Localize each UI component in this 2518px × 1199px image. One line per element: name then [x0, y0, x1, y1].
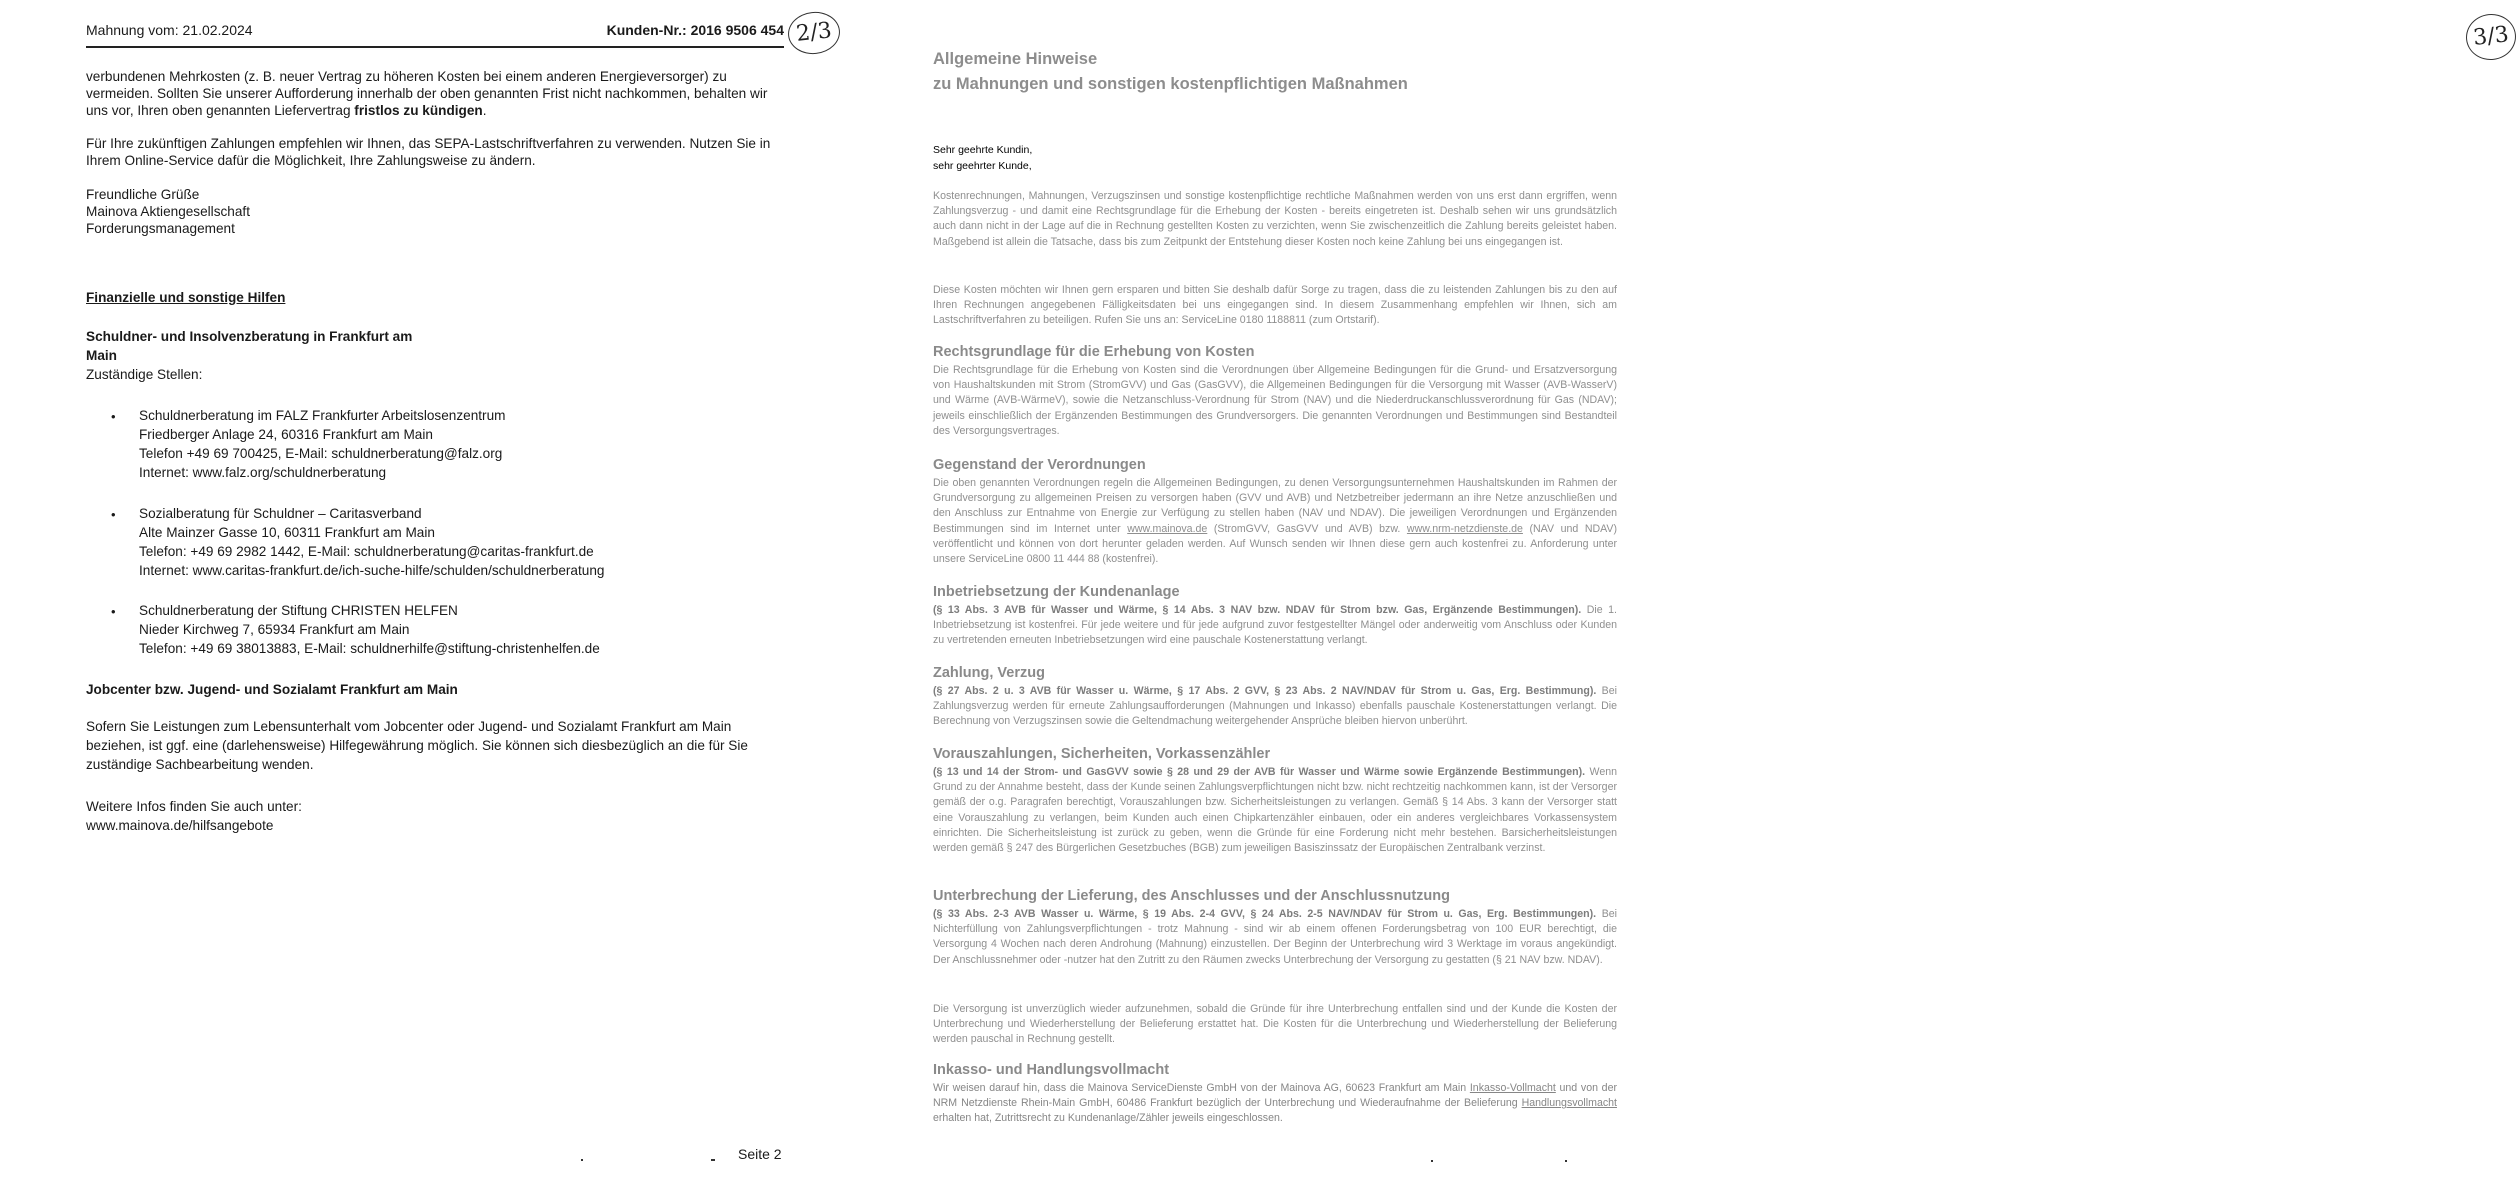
closing-company: Mainova Aktiengesellschaft	[86, 204, 250, 219]
contact-phone-email[interactable]: Telefon: +49 69 2982 1442, E-Mail: schuldnerberatung@caritas-frankfurt.de	[139, 544, 594, 559]
section-text-subject	[933, 476, 1617, 567]
section-heading-prepayments: Vorauszahlungen, Sicherheiten, Vorkassenzähler	[933, 746, 1271, 762]
help-heading: Finanzielle und sonstige Hilfen	[86, 290, 286, 305]
reminder-date: Mahnung vom: 21.02.2024	[86, 22, 253, 38]
debt-counsel-block	[86, 327, 412, 384]
text: erhalten hat, Zutrittsrecht zu Kundenanlage/Zähler jeweils eingeschlossen.	[933, 1112, 1283, 1125]
scan-speck	[711, 1159, 715, 1161]
nrm-link[interactable]: www.nrm-netzdienste.de	[1406, 522, 1523, 535]
page-number: Seite 2	[738, 1146, 782, 1162]
termination-emphasis: fristlos zu kündigen	[354, 103, 483, 118]
contact-name: Schuldnerberatung im FALZ Frankfurter Arbeitslosenzentrum	[139, 408, 506, 423]
legal-reference: (§ 13 und 14 der Strom- und GasGVV sowie § 28 und 29 der AVB für Wasser und Wärme sowie Ergänzende Bestimmungen).	[933, 766, 1586, 778]
inkasso-vollmacht-link: Inkasso-Vollmacht	[1469, 1082, 1556, 1094]
text: Bei Zahlungsverzug werden für erneute Zahlungsaufforderungen (Mahnungen und Inkasso) ebenfalls pauschale Kostenerstattungen verlangt. Die Berechnung von Verzugszinsen sowie die Geltendmachung weitergehender Ansprüche bleiben hiervon unberührt.	[933, 685, 1617, 728]
section-heading-collection-authority: Inkasso- und Handlungsvollmacht	[933, 1062, 1170, 1078]
debt-counsel-heading-line2: Main	[86, 348, 117, 363]
contact-website[interactable]: Internet: www.falz.org/schuldnerberatung	[139, 465, 387, 480]
scan-speck	[581, 1159, 583, 1161]
sepa-paragraph: Für Ihre zukünftigen Zahlungen empfehlen wir Ihnen, das SEPA-Lastschriftverfahren zu verwenden. Nutzen Sie in Ihrem Online-Service dafür die Möglichkeit, Ihre Zahlungsweise zu ändern.	[86, 136, 771, 168]
section-text-prepayments	[933, 765, 1617, 856]
contact-address: Alte Mainzer Gasse 10, 60311 Frankfurt am Main	[139, 525, 435, 540]
title-line-2: zu Mahnungen und sonstigen kostenpflichtigen Maßnahmen	[933, 75, 1408, 93]
handlungsvollmacht-link: Handlungsvollmacht	[1521, 1097, 1617, 1110]
text: und von der NRM Netzdienste Rhein-Main GmbH, 60486 Frankfurt bezüglich der Unterbrechung und Wiederaufnahme der Belieferung	[933, 1082, 1617, 1110]
section-text-collection-authority	[933, 1081, 1617, 1127]
notes-paragraph-1: Kostenrechnungen, Mahnungen, Verzugszinsen und sonstige kostenpflichtige rechtliche Maßnahmen werden von uns erst dann ergriffen, wenn Zahlungsverzug - und damit eine Rechtsgrundlage für die Erhebung der Kosten - bereits eingetreten ist. Deshalb sehen wir uns grundsätzlich auch dann nicht in der Lage auf die in Rechnung gestellten Kosten zu verzichten, wenn Sie zwischenzeitlich die Zahlung bereits geleistet haben. Maßgebend ist allein die Tatsache, dass bis zum Zeitpunkt der Entstehung dieser Kosten noch keine Zahlung bei uns eingegangen ist.	[933, 190, 1617, 248]
jobcenter-paragraph: Sofern Sie Leistungen zum Lebensunterhalt vom Jobcenter oder Jugend- und Sozialamt Frankfurt am Main beziehen, ist ggf. eine (darlehensweise) Hilfegewährung möglich. Sie können sich diesbezüglich an die für Sie zuständige Sachbearbeitung wenden.	[86, 719, 748, 772]
text: Wenn Grund zu der Annahme besteht, dass der Kunde seinen Zahlungsverpflichtungen nicht bzw. nicht rechtzeitig nachkommen kann, ist der Versorger gemäß der o.g. Paragrafen berechtigt, Vorauszahlungen bzw. Sicherheitsleistungen zu verlangen. Gemäß § 14 Abs. 3 kann der Versorger statt eine Vorauszahlung zu verlangen, beim Kunden auch einen Chipkartenzähler einbauen, oder ein anderes vergleichbares Vorkassensystem einrichten. Die Sicherheitsleistung ist zurück zu geben, wenn die Gründe für eine Forderung nicht mehr bestehen. Barsicherheitsleistungen werden gemäß § 247 des Bürgerlichen Gesetzbuches (BGB) zum jeweiligen Basiszinssatz der Europäischen Zentralbank verzinst.	[933, 766, 1617, 855]
general-notes-title	[933, 47, 1408, 97]
contact-phone-email[interactable]: Telefon +49 69 700425, E-Mail: schuldnerberatung@falz.org	[139, 446, 503, 461]
bullet-icon: •	[111, 409, 116, 424]
responsible-label: Zuständige Stellen:	[86, 367, 203, 382]
debt-counsel-heading-line1: Schuldner- und Insolvenzberatung in Frankfurt am	[86, 329, 413, 344]
salutation-line-1: Sehr geehrte Kundin,	[933, 144, 1033, 156]
section-heading-legal-basis: Rechtsgrundlage für die Erhebung von Kosten	[933, 344, 1255, 360]
header-rule	[86, 46, 784, 48]
text: Wir weisen darauf hin, dass die Mainova ServiceDienste GmbH von der Mainova AG, 60623 Frankfurt am Main	[933, 1082, 1470, 1094]
section-heading-interruption: Unterbrechung der Lieferung, des Anschlusses und der Anschlussnutzung	[933, 888, 1450, 904]
salutation-line-2: sehr geehrter Kunde,	[933, 160, 1032, 172]
closing-block	[86, 186, 250, 237]
legal-reference: (§ 13 Abs. 3 AVB für Wasser und Wärme, § 14 Abs. 3 NAV bzw. NDAV für Strom bzw. Gas, Ergänzende Bestimmungen).	[933, 604, 1582, 616]
section-text-interruption	[933, 907, 1617, 968]
section-text-legal-basis: Die Rechtsgrundlage für die Erhebung von Kosten sind die Verordnungen über Allgemeine Bedingungen für die Grund- und Ersatzversorgung von Haushaltskunden mit Strom (StromGVV) und Gas (GasGVV), die Allgemeinen Bedingungen für die Versorgung mit Wasser (AVB-WasserV) und Wärme (AVB-WärmeV), sowie die Netzanschluss-Verordnung für Strom (NAV) und die Niederdruckanschlussverordnung für Gas (NDAV); jeweils einschließlich der Ergänzenden Bestimmungen des Grundversorgers. Die genannten Verordnungen und Bestimmungen sind Bestandteil des Versorgungsvertrages.	[933, 364, 1617, 437]
section-text-commissioning	[933, 603, 1617, 649]
section-text-payment-default	[933, 684, 1617, 730]
handwritten-page-mark: 2/3	[786, 9, 842, 56]
section-text-interruption-resumption: Die Versorgung ist unverzüglich wieder aufzunehmen, sobald die Gründe für ihre Unterbrechung entfallen sind und der Kunde die Kosten der Unterbrechung und Wiederherstellung der Belieferung erstattet hat. Die Kosten für die Unterbrechung und Wiederherstellung der Belieferung werden pauschal in Rechnung gestellt.	[933, 1003, 1617, 1046]
section-heading-payment-default: Zahlung, Verzug	[933, 665, 1045, 681]
bullet-icon: •	[111, 507, 116, 522]
contact-name: Sozialberatung für Schuldner – Caritasverband	[139, 506, 422, 521]
contact-address: Nieder Kirchweg 7, 65934 Frankfurt am Main	[139, 622, 410, 637]
more-info-url[interactable]: www.mainova.de/hilfsangebote	[86, 818, 274, 833]
title-line-1: Allgemeine Hinweise	[933, 50, 1098, 68]
section-heading-subject: Gegenstand der Verordnungen	[933, 457, 1146, 473]
contact-address: Friedberger Anlage 24, 60316 Frankfurt am Main	[139, 427, 433, 442]
notes-paragraph-2: Diese Kosten möchten wir Ihnen gern ersparen und bitten Sie deshalb dafür Sorge zu tragen, dass die zu leistenden Zahlungen bis zu den auf Ihren Rechnungen angegebenen Fälligkeitsdaten bei uns eingegangen sind. In diesem Zusammenhang empfehlen wir Ihnen, sich am Lastschriftverfahren zu beteiligen. Rufen Sie uns an: ServiceLine 0180 1188811 (zum Ortstarif).	[933, 284, 1617, 327]
text: Die 1. Inbetriebsetzung ist kostenfrei. Für jede weitere und für jede aufgrund zuvor festgestellter Mängel oder anderweitig vom Anschluss oder Kunden zu vertretenden erneuten Inbetriebsetzungen wird eine pauschale Kostenerstattung verlangt.	[933, 604, 1617, 647]
legal-reference: (§ 33 Abs. 2-3 AVB Wasser u. Wärme, § 19 Abs. 2-4 GVV, § 24 Abs. 2-5 NAV/NDAV für Strom u. Gas, Erg. Bestimmungen).	[933, 908, 1597, 920]
scan-speck	[1431, 1160, 1433, 1162]
salutation	[933, 142, 1032, 174]
contact-phone-email[interactable]: Telefon: +49 69 38013883, E-Mail: schuldnerhilfe@stiftung-christenhelfen.de	[139, 641, 600, 656]
legal-reference: (§ 27 Abs. 2 u. 3 AVB für Wasser u. Wärme, § 17 Abs. 2 GVV, § 23 Abs. 2 NAV/NDAV für Strom u. Gas, Erg. Bestimmung).	[933, 685, 1597, 697]
mainova-link[interactable]: www.mainova.de	[1127, 522, 1208, 535]
more-info-block	[86, 797, 302, 835]
text: (StromGVV, GasGVV und AVB) bzw.	[1207, 522, 1407, 535]
closing-greeting: Freundliche Grüße	[86, 187, 200, 202]
intro-paragraph	[86, 68, 786, 119]
intro-text-end: .	[482, 103, 487, 118]
more-info-label: Weitere Infos finden Sie auch unter:	[86, 799, 302, 814]
page-2	[0, 0, 848, 1199]
contact-entry-christen-helfen	[139, 601, 600, 658]
closing-department: Forderungsmanagement	[86, 221, 235, 236]
text: (NAV und NDAV) veröffentlicht und können von dort herunter geladen werden. Auf Wunsch senden wir Ihnen diese gern auch kostenfrei zu. Anforderung unter unsere ServiceLine 0800 11 444 88 (kostenfrei).	[933, 522, 1618, 566]
contact-name: Schuldnerberatung der Stiftung CHRISTEN HELFEN	[139, 603, 458, 618]
handwritten-page-mark: 3/3	[2464, 12, 2518, 63]
intro-text: verbundenen Mehrkosten (z. B. neuer Vertrag zu höheren Kosten bei einem anderen Energieversorger) zu vermeiden. Sollten Sie unserer Aufforderung innerhalb der oben genannten Frist nicht nachkommen, behalten wir uns vor, Ihren oben genannten Liefervertrag	[86, 69, 768, 118]
contact-entry-caritas	[139, 504, 604, 580]
text: Bei Nichterfüllung von Zahlungsverpflichtungen - trotz Mahnung - sind wir ab einem offenen Forderungsbetrag von 100 EUR berechtigt, die Versorgung 4 Wochen nach deren Androhung (Mahnung) einzustellen. Der Beginn der Unterbrechung wird 3 Werktage im voraus angekündigt. Der Anschlussnehmer oder -nutzer hat den Zutritt zu den Räumen zwecks Unterbrechung der Versorgung zu gestatten (§ 21 NAV bzw. NDAV).	[933, 908, 1617, 966]
scan-speck	[1565, 1160, 1567, 1162]
bullet-icon: •	[111, 604, 116, 619]
section-heading-commissioning: Inbetriebsetzung der Kundenanlage	[933, 584, 1180, 600]
contact-entry-falz	[139, 406, 505, 482]
jobcenter-heading: Jobcenter bzw. Jugend- und Sozialamt Frankfurt am Main	[86, 682, 458, 697]
customer-number: Kunden-Nr.: 2016 9506 454	[606, 22, 784, 38]
contact-website[interactable]: Internet: www.caritas-frankfurt.de/ich-suche-hilfe/schulden/schuldnerberatung	[139, 563, 605, 578]
text: Die oben genannten Verordnungen regeln die Allgemeinen Bedingungen, zu denen Versorgungsunternehmen Haushaltskunden im Rahmen der Grundversorgung zu allgemeinen Preisen zu versorgen haben (GVV und AVB) und Netzbetreiber jedermann an ihre Netze anzuschließen und den Anschluss zur Entnahme von Energie zur Verfügung zu stellen haben (NAV und NDAV). Die jeweiligen Verordnungen und Ergänzenden Bestimmungen sind im Internet unter	[933, 477, 1617, 535]
